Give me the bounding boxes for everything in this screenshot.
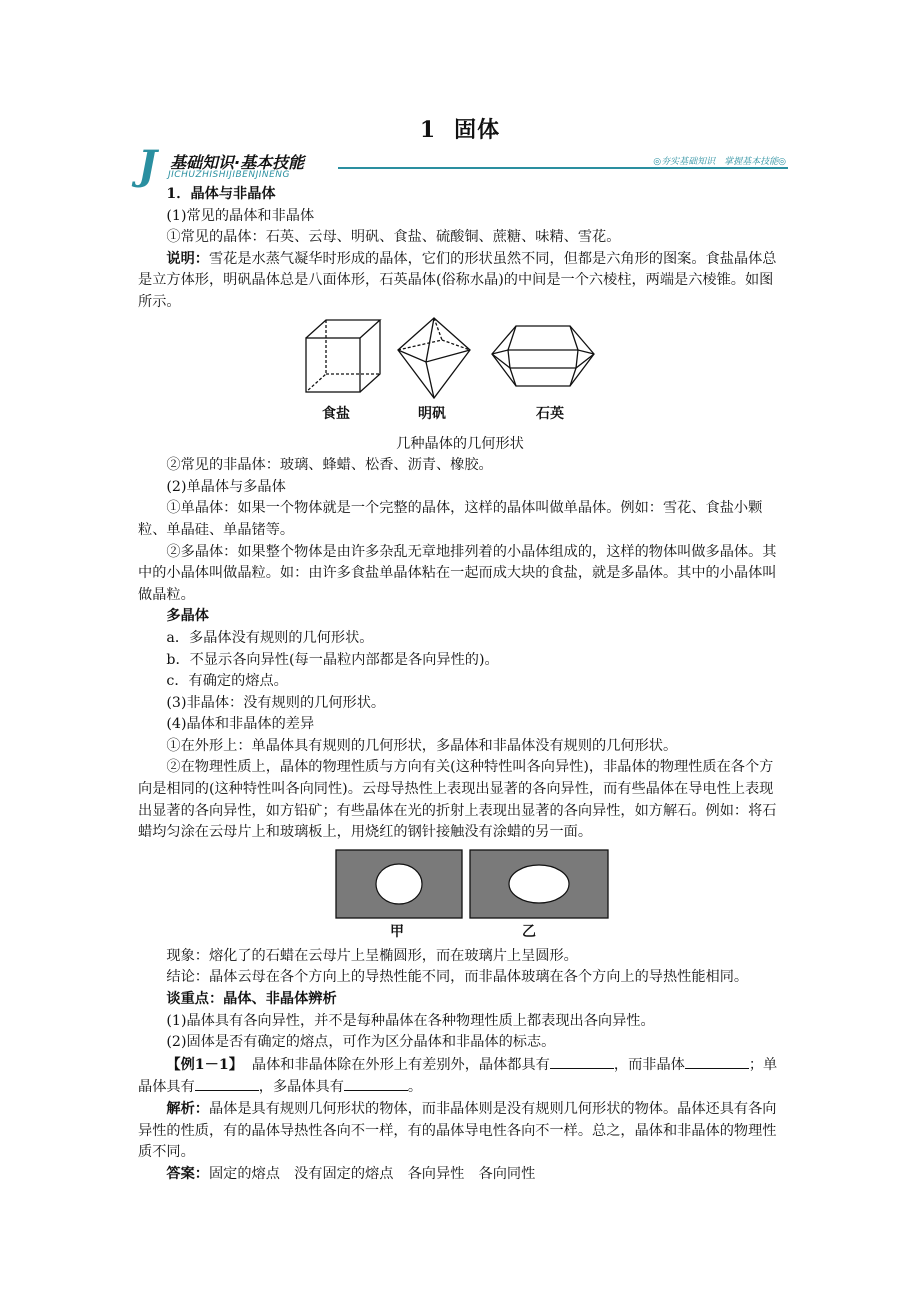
list-item: b．不显示各向异性(每一晶粒内部都是各向异性的)。 <box>166 651 499 668</box>
note-paragraph <box>138 249 782 314</box>
key-heading: 谈重点：晶体、非晶体辨析 <box>166 991 337 1008</box>
answer-blank[interactable] <box>195 1076 259 1091</box>
example-text: ；单晶体具有 <box>138 1056 778 1096</box>
octahedron-shape <box>398 318 470 398</box>
paragraph: ②在物理性质上，晶体的物理性质与方向有关(这种特性叫各向异性)，非晶体的物理性质在各个方向是相同的(这种特性叫各向同性)。云母导热性上表现出显著的各向异性，而有些晶体在导电性上表现出显著的各向异性，如方铅矿；有些晶体在光的折射上表现出显著的各向异性，如方解石。例如：将石蜡均匀涂在云母片上和玻璃板上，用烧红的钢针接触没有涂蜡的另一面。 <box>138 759 777 841</box>
analysis-paragraph <box>138 1099 782 1164</box>
title-text: 固体 <box>454 117 501 143</box>
example-text: 。 <box>407 1079 423 1096</box>
note-text: 雪花是水蒸气凝华时形成的晶体，它们的形状虽然不同，但都是六角形的图案。食盐晶体总是立方体形，明矾晶体总是八面体形，石英晶体(俗称水晶)的中间是一个六棱柱，两端是六棱锥。如图所示。 <box>138 250 777 310</box>
subheading: (4)晶体和非晶体的差异 <box>166 716 315 733</box>
banner-pinyin: JICHUZHISHIJIBENJINENG <box>168 170 291 180</box>
subheading: (3)非晶体：没有规则的几何形状。 <box>166 694 386 711</box>
plate-mica <box>336 850 462 918</box>
banner-rule <box>338 167 788 169</box>
subheading: (1)常见的晶体和非晶体 <box>166 207 315 224</box>
figure-caption: 几种晶体的几何形状 <box>396 435 524 452</box>
note-label: 说明： <box>166 250 209 267</box>
main-content <box>138 184 782 1185</box>
section-banner <box>138 142 788 189</box>
quartz-shape <box>492 326 594 386</box>
subheading: (2)单晶体与多晶体 <box>166 478 286 495</box>
crystal-shapes <box>302 316 602 402</box>
banner-tagline: ◎夯实基础知识 掌握基本技能◎ <box>653 157 786 167</box>
list-item: (1)晶体具有各向异性，并不是每种晶体在各种物理性质上都表现出各向异性。 <box>166 1012 655 1029</box>
answer-text: 固定的熔点 没有固定的熔点 各向异性 各向同性 <box>208 1165 536 1182</box>
paragraph: ②多晶体：如果整个物体是由许多杂乱无章地排列着的小晶体组成的，这样的物体叫做多晶体。其中的小晶体叫做晶粒。如：由许多食盐单晶体粘在一起而成大块的食盐，就是多晶体。其中的小晶体叫做晶粒。 <box>138 543 777 603</box>
label-yi: 乙 <box>522 923 536 940</box>
paragraph: ②常见的非晶体：玻璃、蜂蜡、松香、沥青、橡胶。 <box>166 457 493 474</box>
plate-glass <box>470 850 608 918</box>
banner-logo: J <box>138 142 157 189</box>
plates-shapes <box>334 848 614 920</box>
paragraph: ①常见的晶体：石英、云母、明矾、食盐、硫酸铜、蔗糖、味精、雪花。 <box>166 229 621 246</box>
answer-blank[interactable] <box>685 1054 749 1069</box>
example-tag: 【例1－1】 <box>166 1056 243 1073</box>
answer-blank[interactable] <box>344 1076 408 1091</box>
section-heading: 1．晶体与非晶体 <box>166 186 276 202</box>
label-quartz: 石英 <box>536 405 564 422</box>
title-number: 1 <box>419 117 437 143</box>
answer-paragraph <box>138 1164 782 1186</box>
banner-label: 基础知识·基本技能 <box>170 153 305 172</box>
paragraph: ①单晶体：如果一个物体就是一个完整的晶体，这样的晶体叫做单晶体。例如：雪花、食盐小颗粒、单晶硅、单晶锗等。 <box>138 500 763 538</box>
example-text: ，多晶体具有 <box>258 1079 344 1096</box>
crystal-figure <box>138 316 782 434</box>
label-alum: 明矾 <box>418 405 446 422</box>
analysis-label: 解析： <box>166 1101 209 1117</box>
list-item: c．有确定的熔点。 <box>166 673 288 690</box>
cube-shape <box>306 320 380 392</box>
list-item: (2)固体是否有确定的熔点，可作为区分晶体和非晶体的标志。 <box>166 1034 556 1051</box>
example-text: ，而非晶体 <box>613 1056 685 1073</box>
example-text: 晶体和非晶体除在外形上有差别外，晶体都具有 <box>251 1056 550 1073</box>
paragraph: 结论：晶体云母在各个方向上的导热性能不同，而非晶体玻璃在各个方向上的导热性能相同。 <box>166 969 749 986</box>
page-title <box>0 113 920 144</box>
example-question <box>138 1054 782 1099</box>
analysis-text: 晶体是具有规则几何形状的物体，而非晶体则是没有规则几何形状的物体。晶体还具有各向异性的性质，有的晶体导热性各向不一样，有的晶体导电性各向不一样。总之，晶体和非晶体的物理性质不同。 <box>138 1101 777 1161</box>
paragraph: 现象：熔化了的石蜡在云母片上呈椭圆形，而在玻璃片上呈圆形。 <box>166 947 578 964</box>
label-jia: 甲 <box>390 923 404 940</box>
answer-label: 答案： <box>166 1165 209 1182</box>
paragraph: ①在外形上：单晶体具有规则的几何形状，多晶体和非晶体没有规则的几何形状。 <box>166 737 678 754</box>
poly-heading: 多晶体 <box>166 608 209 625</box>
list-item: a．多晶体没有规则的几何形状。 <box>166 629 374 646</box>
label-salt: 食盐 <box>322 405 350 422</box>
plates-figure <box>138 848 782 946</box>
answer-blank[interactable] <box>550 1054 614 1069</box>
